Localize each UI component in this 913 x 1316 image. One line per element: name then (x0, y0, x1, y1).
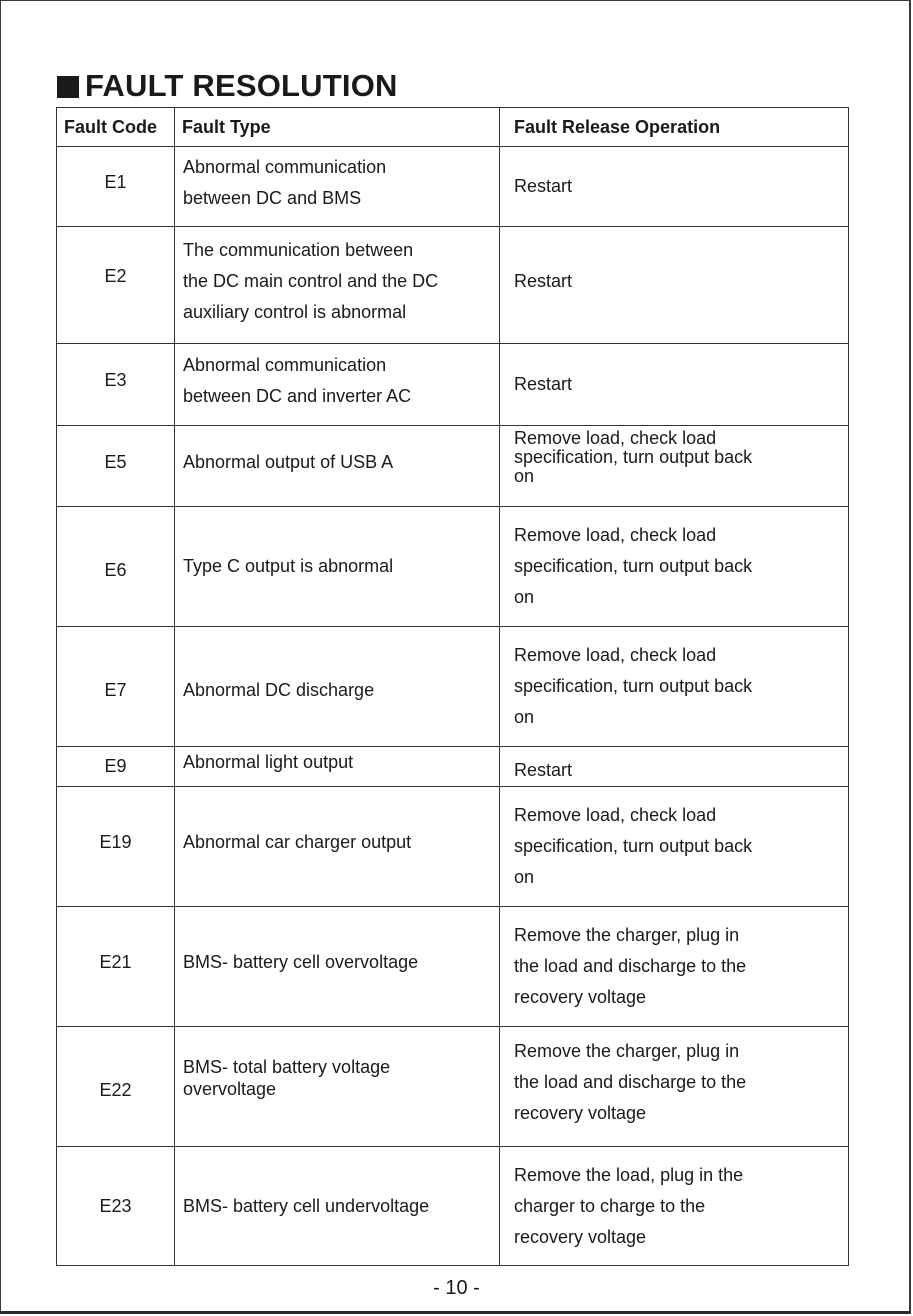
fault-code: E6 (104, 560, 127, 580)
fault-code-cell (57, 747, 175, 787)
fault-type: Abnormal DC discharge (183, 680, 375, 700)
header-fault-type: Fault Type (175, 108, 500, 147)
fault-code-cell (57, 507, 175, 627)
fault-release-operation: Remove the charger, plug in the load and discharge to the recovery voltage (514, 925, 747, 1007)
fault-release-operation: Remove load, check load specification, turn output back on (514, 645, 753, 727)
fault-code-cell (57, 1147, 175, 1266)
fault-type-cell (175, 426, 500, 507)
fault-release-cell (500, 507, 849, 627)
fault-code-cell (57, 1027, 175, 1147)
table-row (57, 426, 849, 507)
table-header-row (57, 108, 849, 147)
fault-release-operation: Remove load, check load specification, turn output back on (514, 525, 753, 607)
fault-type-cell (175, 344, 500, 426)
black-square-bullet-icon (57, 76, 79, 98)
fault-release-cell (500, 747, 849, 787)
fault-code-cell (57, 227, 175, 344)
fault-code: E9 (104, 756, 127, 776)
fault-code: E7 (104, 680, 127, 700)
fault-type-cell (175, 747, 500, 787)
fault-type: BMS- battery cell overvoltage (183, 952, 419, 972)
fault-release-cell (500, 907, 849, 1027)
table-row (57, 1147, 849, 1266)
fault-type: Abnormal communication between DC and BMS (183, 156, 387, 208)
fault-type: Abnormal output of USB A (183, 451, 394, 472)
header-fault-release-operation: Fault Release Operation (500, 108, 849, 147)
fault-release-operation: Remove the charger, plug in the load and discharge to the recovery voltage (514, 1041, 747, 1123)
fault-type-cell (175, 787, 500, 907)
table-row (57, 787, 849, 907)
table-row (57, 747, 849, 787)
fault-code: E2 (104, 265, 127, 286)
table-row (57, 907, 849, 1027)
fault-release-cell (500, 1147, 849, 1266)
fault-code-cell (57, 426, 175, 507)
fault-type: Abnormal car charger output (183, 832, 412, 852)
fault-release-operation: Restart (514, 374, 573, 394)
fault-type-cell (175, 227, 500, 344)
fault-type: Abnormal light output (183, 752, 354, 772)
fault-code-cell (57, 787, 175, 907)
fault-type: BMS- battery cell undervoltage (183, 1195, 430, 1216)
fault-release-operation: Remove load, check load specification, turn output back on (514, 427, 753, 486)
section-title: FAULT RESOLUTION (85, 68, 398, 103)
fault-release-operation: Restart (514, 176, 573, 196)
fault-resolution-table (56, 107, 849, 1266)
fault-release-cell (500, 426, 849, 507)
header-fault-code: Fault Code (57, 108, 175, 147)
fault-release-cell (500, 227, 849, 344)
table-row (57, 227, 849, 344)
fault-release-cell (500, 1027, 849, 1147)
fault-type: BMS- total battery voltage overvoltage (183, 1056, 391, 1099)
fault-code: E19 (99, 832, 132, 852)
table-row (57, 1027, 849, 1147)
fault-code: E23 (99, 1195, 132, 1216)
fault-code: E1 (104, 172, 127, 192)
table-row (57, 344, 849, 426)
table-row (57, 507, 849, 627)
fault-release-cell (500, 787, 849, 907)
table-row (57, 147, 849, 227)
fault-type-cell (175, 907, 500, 1027)
fault-type: Abnormal communication between DC and inverter AC (183, 354, 412, 406)
page-number: - 10 - (433, 1277, 480, 1299)
fault-release-operation: Remove the load, plug in the charger to charge to the recovery voltage (514, 1164, 744, 1247)
table-row (57, 627, 849, 747)
fault-type-cell (175, 507, 500, 627)
fault-code-cell (57, 147, 175, 227)
fault-release-cell (500, 627, 849, 747)
fault-code: E5 (104, 451, 127, 472)
fault-code: E3 (104, 370, 127, 390)
fault-release-operation: Remove load, check load specification, turn output back on (514, 805, 753, 887)
fault-release-operation: Restart (514, 760, 573, 780)
fault-type-cell (175, 1027, 500, 1147)
fault-type-cell (175, 147, 500, 227)
fault-type-cell (175, 1147, 500, 1266)
fault-code-cell (57, 627, 175, 747)
fault-type: Type C output is abnormal (183, 556, 394, 576)
fault-code-cell (57, 344, 175, 426)
fault-code: E22 (99, 1080, 132, 1100)
fault-type-cell (175, 627, 500, 747)
fault-release-cell (500, 147, 849, 227)
fault-type: The communication between the DC main control and the DC auxiliary control is abnormal (183, 239, 439, 322)
fault-release-operation: Restart (514, 270, 573, 291)
fault-code: E21 (99, 952, 132, 972)
fault-code-cell (57, 907, 175, 1027)
fault-release-cell (500, 344, 849, 426)
section-heading (57, 66, 398, 106)
